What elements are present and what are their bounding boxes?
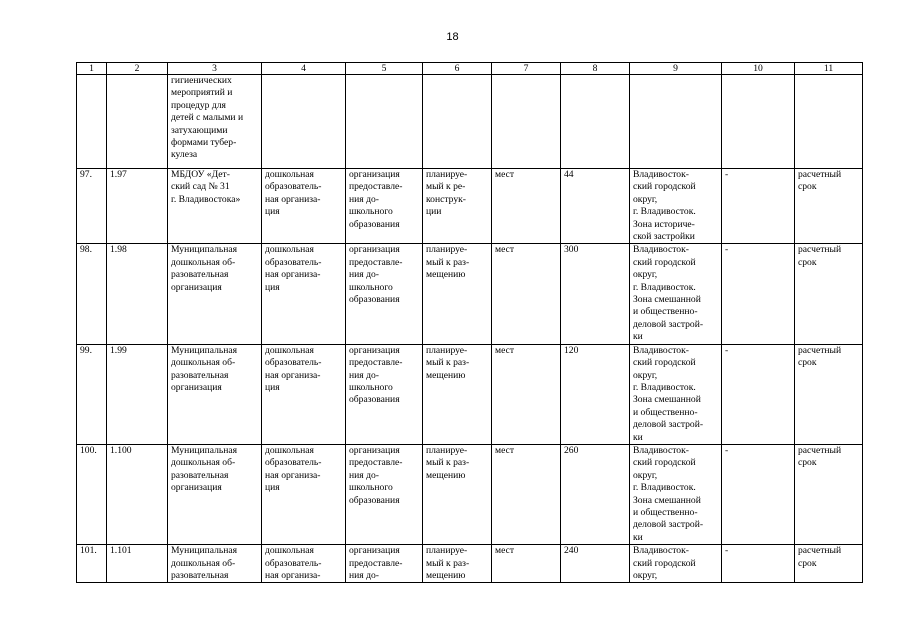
table-cell — [722, 344, 795, 444]
table-cell — [423, 444, 492, 544]
location: Владивосток- ский городской округ, г. Владивосток. Зона смешанной и общественно- деловой застрой- ки — [633, 444, 704, 543]
table-cell — [262, 244, 346, 344]
table-cell — [262, 169, 346, 244]
table-cell — [722, 444, 795, 544]
item-code: 1.98 — [110, 244, 127, 256]
capacity: 300 — [564, 244, 579, 256]
table-cell — [168, 169, 262, 244]
table-cell — [630, 169, 722, 244]
column-header: 2 — [107, 63, 168, 75]
table-cell — [168, 75, 262, 169]
table-cell — [77, 244, 107, 344]
object-status: планируе- мый к ре- конструк- ции — [426, 169, 468, 218]
table-cell — [107, 75, 168, 169]
zone-note: - — [725, 169, 729, 180]
table-cell — [630, 545, 722, 583]
location: Владивосток- ский городской округ, г. Владивосток. Зона смешанной и общественно- деловой застрой- ки — [633, 244, 704, 343]
table-cell — [168, 244, 262, 344]
object-purpose: организация предоставле- ния до- школьного образования — [349, 169, 403, 230]
table-row — [77, 444, 863, 544]
table-cell — [561, 244, 630, 344]
object-purpose: организация предоставле- ния до- — [349, 545, 403, 581]
table-cell — [77, 169, 107, 244]
table-cell — [77, 344, 107, 444]
location: Владивосток- ский городской округ, г. Владивосток. Зона историче- ской застройки — [633, 169, 696, 243]
row-number: 98. — [80, 244, 92, 256]
table-cell — [107, 244, 168, 344]
table-cell — [423, 244, 492, 344]
item-code: 1.101 — [110, 545, 132, 557]
table-cell — [492, 75, 561, 169]
object-name: МБДОУ «Дет- ский сад № 31 г. Владивостока» — [171, 169, 241, 205]
object-type: дошкольная образователь- ная организа- ция — [265, 169, 322, 218]
column-header: 1 — [77, 63, 107, 75]
object-type: дошкольная образователь- ная организа- ция — [265, 244, 322, 293]
object-status: планируе- мый к раз- мещению — [426, 244, 470, 281]
table-cell — [423, 75, 492, 169]
term: расчетный срок — [798, 344, 842, 369]
capacity: 44 — [564, 169, 574, 180]
column-header: 9 — [630, 63, 722, 75]
table-cell — [346, 169, 423, 244]
column-header: 3 — [168, 63, 262, 75]
header-row — [77, 63, 863, 75]
table-cell — [561, 344, 630, 444]
object-type: дошкольная образователь- ная организа- ция — [265, 344, 322, 393]
object-purpose: организация предоставле- ния до- школьного образования — [349, 444, 403, 506]
object-purpose: организация предоставле- ния до- школьного образования — [349, 344, 403, 406]
table-cell — [630, 444, 722, 544]
table-cell — [107, 169, 168, 244]
table-cell — [262, 545, 346, 583]
table-cell — [346, 545, 423, 583]
table-cell — [346, 75, 423, 169]
table-cell — [722, 169, 795, 244]
object-name: Муниципальная дошкольная об- разовательная организация — [171, 444, 238, 494]
table-cell — [262, 75, 346, 169]
table-cell — [722, 545, 795, 583]
unit: мест — [495, 545, 515, 557]
table-cell — [168, 444, 262, 544]
table-cell — [795, 344, 863, 444]
table-cell — [561, 75, 630, 169]
table-cell — [77, 75, 107, 169]
zone-note: - — [725, 344, 729, 356]
capacity: 240 — [564, 545, 579, 557]
location: Владивосток- ский городской округ, — [633, 545, 696, 581]
column-header: 7 — [492, 63, 561, 75]
object-name: Муниципальная дошкольная об- разовательная организация — [171, 244, 238, 293]
table-cell — [492, 545, 561, 583]
table-cell — [346, 344, 423, 444]
table-cell — [492, 169, 561, 244]
object-status: планируе- мый к раз- мещению — [426, 545, 470, 581]
term: расчетный срок — [798, 169, 842, 193]
table-cell — [795, 444, 863, 544]
column-header: 6 — [423, 63, 492, 75]
item-code: 1.99 — [110, 344, 127, 356]
table-cell — [561, 444, 630, 544]
table-cell — [346, 444, 423, 544]
item-code: 1.97 — [110, 169, 127, 180]
table-row-continuation — [77, 75, 863, 169]
item-code: 1.100 — [110, 444, 132, 456]
cell-text: гигиенических мероприятий и процедур для детей с малыми и затухающими формами тубер- кулеза — [171, 75, 244, 161]
table-row — [77, 545, 863, 583]
table-cell — [423, 344, 492, 444]
zone-note: - — [725, 444, 729, 456]
term: расчетный срок — [798, 545, 842, 569]
table-cell — [795, 75, 863, 169]
table-row — [77, 169, 863, 244]
table-cell — [561, 169, 630, 244]
table-cell — [423, 169, 492, 244]
column-header: 10 — [722, 63, 795, 75]
unit: мест — [495, 444, 515, 456]
table-cell — [346, 244, 423, 344]
object-type: дошкольная образователь- ная организа- — [265, 545, 322, 581]
table-cell — [795, 169, 863, 244]
table-cell — [107, 344, 168, 444]
table-cell — [795, 545, 863, 583]
table-cell — [492, 444, 561, 544]
term: расчетный срок — [798, 444, 842, 469]
object-purpose: организация предоставле- ния до- школьного образования — [349, 244, 403, 306]
table-cell — [561, 545, 630, 583]
zone-note: - — [725, 545, 729, 557]
table-cell — [492, 244, 561, 344]
table-cell — [168, 545, 262, 583]
term: расчетный срок — [798, 244, 842, 268]
table-cell — [423, 545, 492, 583]
capacity: 120 — [564, 344, 579, 356]
row-number: 99. — [80, 344, 92, 356]
table-cell — [107, 545, 168, 583]
table-cell — [107, 444, 168, 544]
capacity: 260 — [564, 444, 579, 456]
column-header: 8 — [561, 63, 630, 75]
page-number: 18 — [446, 31, 459, 43]
table-cell — [77, 444, 107, 544]
object-status: планируе- мый к раз- мещению — [426, 444, 470, 481]
table-row — [77, 244, 863, 344]
row-number: 97. — [80, 169, 92, 180]
column-header: 4 — [262, 63, 346, 75]
table-cell — [722, 75, 795, 169]
table-cell — [630, 244, 722, 344]
table-row — [77, 344, 863, 444]
object-name: Муниципальная дошкольная об- разовательная — [171, 545, 238, 581]
table-cell — [168, 344, 262, 444]
object-name: Муниципальная дошкольная об- разовательная организация — [171, 344, 238, 393]
table-cell — [77, 545, 107, 583]
table-cell — [795, 244, 863, 344]
location: Владивосток- ский городской округ, г. Владивосток. Зона смешанной и общественно- деловой застрой- ки — [633, 344, 704, 443]
row-number: 100. — [80, 444, 97, 456]
table-cell — [262, 444, 346, 544]
row-number: 101. — [80, 545, 97, 557]
table-cell — [262, 344, 346, 444]
zone-note: - — [725, 244, 729, 256]
object-status: планируе- мый к раз- мещению — [426, 344, 470, 381]
unit: мест — [495, 244, 515, 256]
table-cell — [492, 344, 561, 444]
column-header: 5 — [346, 63, 423, 75]
column-header: 11 — [795, 63, 863, 75]
data-table — [76, 62, 863, 583]
unit: мест — [495, 169, 515, 180]
table-cell — [630, 344, 722, 444]
table-cell — [722, 244, 795, 344]
object-type: дошкольная образователь- ная организа- ция — [265, 444, 322, 494]
unit: мест — [495, 344, 515, 356]
table-cell — [630, 75, 722, 169]
